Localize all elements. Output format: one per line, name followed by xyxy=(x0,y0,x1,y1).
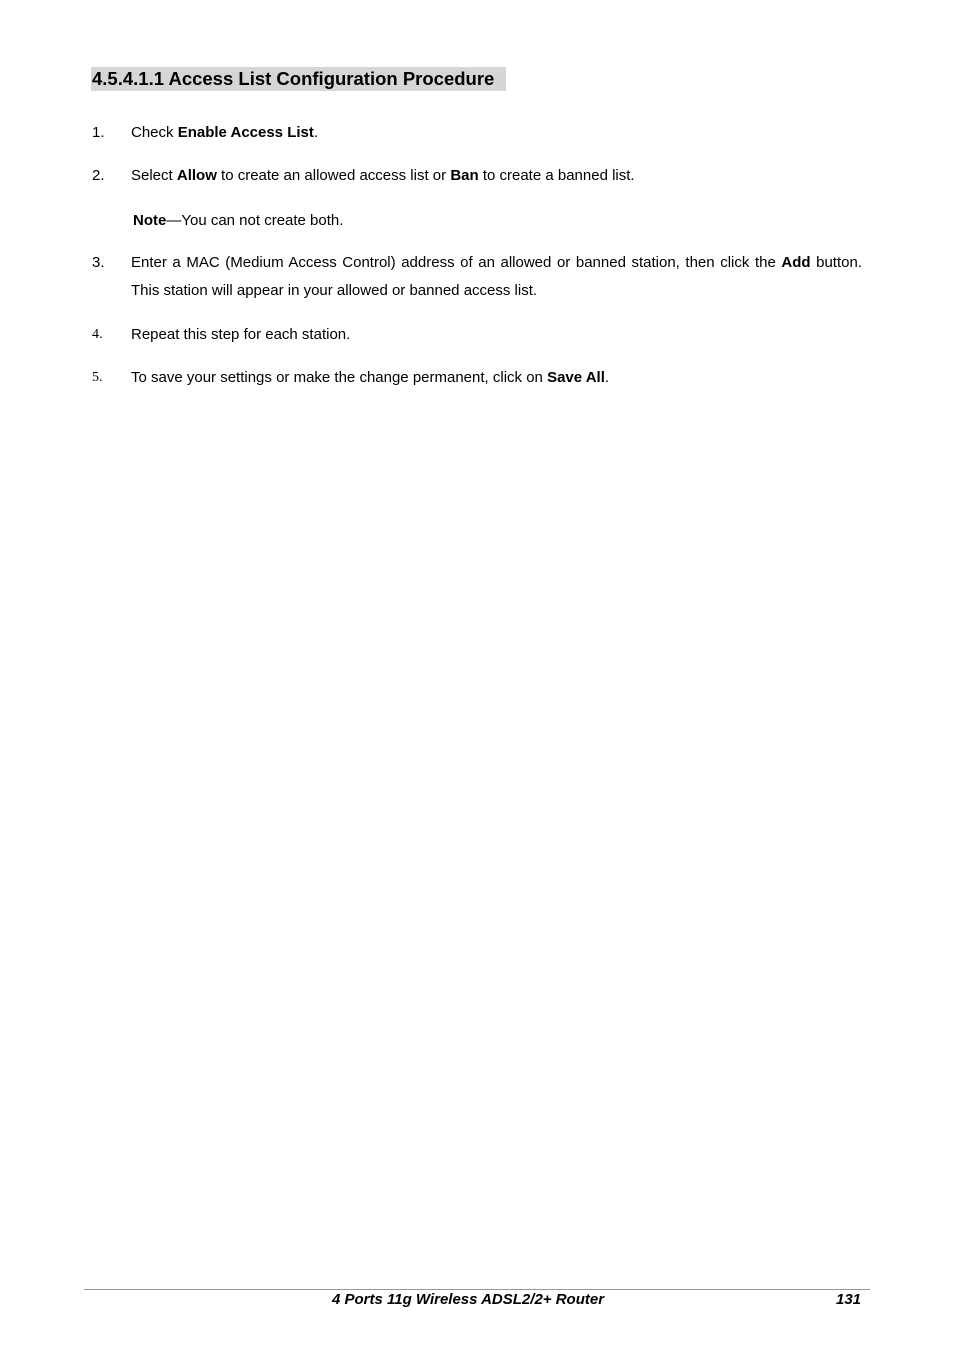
step-number: 4. xyxy=(92,327,103,342)
ui-term-enable-access-list: Enable Access List xyxy=(177,124,314,141)
ui-term-allow: Allow xyxy=(176,167,217,184)
note-text: —You can not create both. xyxy=(166,212,344,229)
step-number: 1. xyxy=(92,124,105,141)
step-5 xyxy=(91,364,862,392)
step-text: Select Allow to create an allowed access list or Ban to create a banned list. xyxy=(131,167,635,184)
section-heading: 4.5.4.1.1 Access List Configuration Procedure xyxy=(91,67,506,91)
footer-title: 4 Ports 11g Wireless ADSL2/2+ Router xyxy=(332,1291,605,1308)
step-1 xyxy=(91,119,862,147)
ui-term-save-all: Save All xyxy=(547,369,605,386)
ui-term-ban: Ban xyxy=(450,167,479,184)
step-text: Repeat this step for each station. xyxy=(131,326,351,343)
step-3 xyxy=(91,249,862,305)
note xyxy=(133,207,343,235)
step-text: To save your settings or make the change permanent, click on Save All. xyxy=(131,369,610,386)
step-4 xyxy=(91,321,862,349)
step-number: 5. xyxy=(92,370,103,385)
step-number: 2. xyxy=(92,167,105,184)
page-number: 131 xyxy=(836,1291,862,1308)
step-text: Check Enable Access List. xyxy=(131,124,319,141)
ui-term-add: Add xyxy=(781,254,811,271)
note-label: Note xyxy=(133,212,167,229)
step-2 xyxy=(91,162,862,190)
step-number: 3. xyxy=(92,254,105,271)
step-text: Enter a MAC (Medium Access Control) address of an allowed or banned station, then click the Add button. This station will appear in your allowed or banned access list. xyxy=(131,254,862,299)
